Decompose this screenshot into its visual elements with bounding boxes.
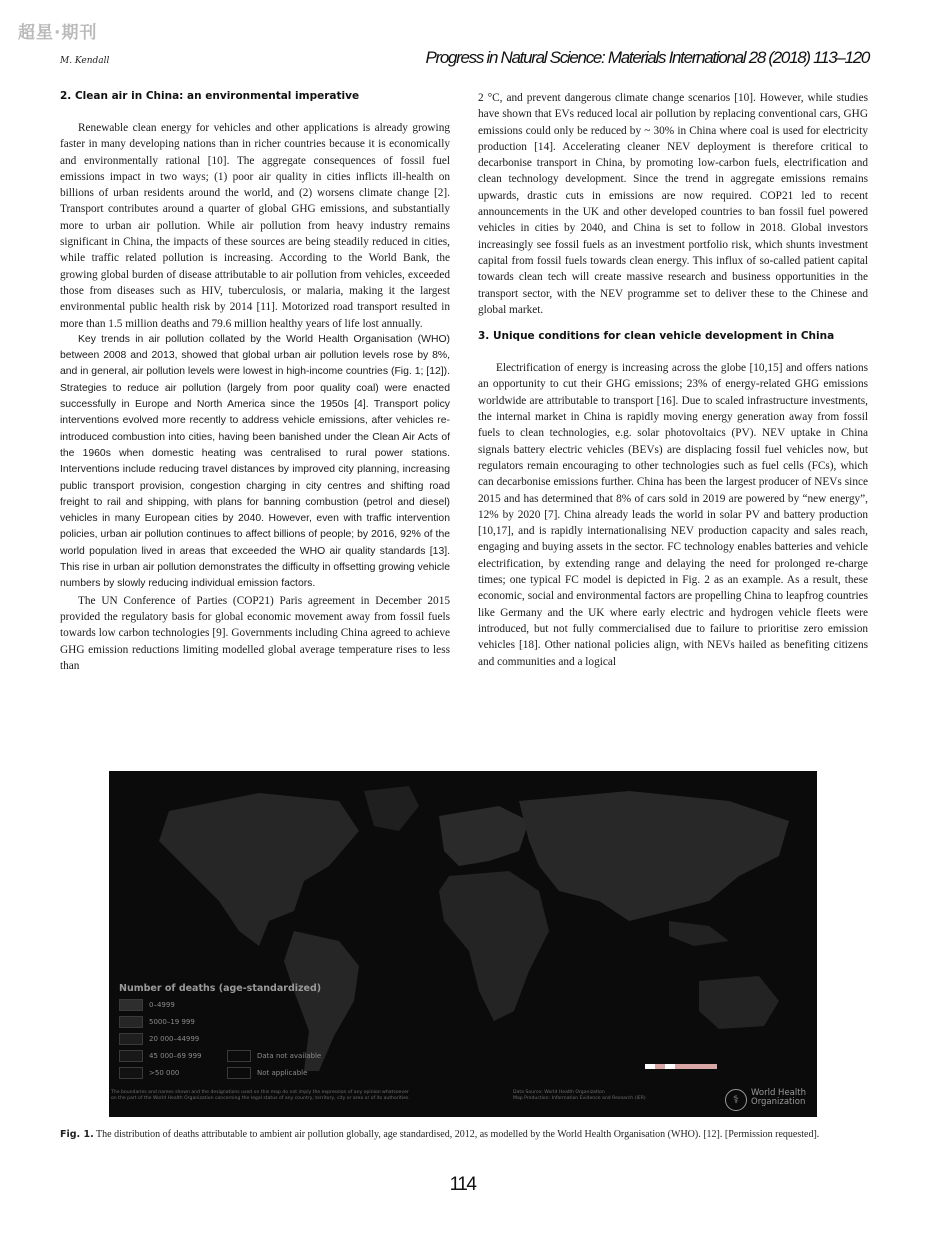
running-header-author: M. Kendall — [60, 56, 110, 66]
figure-caption-text: The distribution of deaths attributable to ambient air pollution globally, age standardised, 2012, as modelled by the World Health Organisation (WHO). [12]. [Permission requested]. — [96, 1129, 820, 1140]
paragraph: Electrification of energy is increasing across the globe [10,15] and offers nations an opportunity to cut their GHG emissions; 23% of energy-related GHG emissions worldwide are attributable to transport [16]. Due to scaled infrastructure investments, the internal market in China is rapidly moving energy generation away from fossil fuels to clean technologies, e.g. solar photovoltaics (PV). NEV uptake in China signals battery electric vehicles (BEVs) are displacing fossil fuel vehicles now, but regulators remain encouraging to other technologies such as fuel cells (FCs), which can decarbonise emissions further. China has been the largest producer of NEVs since 2015 and has determined that 8% of cars sold in 2019 are powered by “new energy”, 12% by 2020 [7]. China already leads the world in solar PV and battery production [10,17], and is rapidly internationalising NEV production capacity and sales reach, engaging and buying assets in the sector. FC technology enables batteries and vehicle electrification, by extending range and delaying the need for prolonged re-charge times; one typical FC model is depicted in Fig. 2 as an example. As a result, these economic, social and environmental factors are propelling China to leapfrog countries like Germany and the UK where early electric and hydrogen vehicle fleets were introduced, but not fully commercialised due to failure to prioritise zero emission vehicles [18]. Other national policies align, with NEVs hailed as benefiting citizens and communities and a logical — [478, 362, 868, 668]
figure-caption-label: Fig. 1. — [60, 1129, 94, 1140]
map-disclaimer: The boundaries and names shown and the designations used on this map do not imply the expression of any opinion whatsoever on the part of the World Health Organization concerning the legal status of any country, territory, city or area or of its authorities. — [111, 1090, 410, 1101]
scale-bar-segment — [665, 1064, 675, 1069]
world-map — [109, 771, 817, 1117]
paragraph-continuation: 2 °C, and prevent dangerous climate change scenarios [10]. However, while studies have shown that EVs reduced local air pollution by replacing conventional cars, GHG emissions could only be reduced by ~ 30% in China where coal is used for electricity production [14]. Accelerating cleaner NEV deployment is therefore critical to decarbonise transport in China, by promoting low-carbon fuels, electrification and clean technology development. Since the trend in aggregate emissions remains upwards, drastic cuts in emissions are now required. COP21 led to recent announcements in the UK and other developed countries to ban fossil fuel powered vehicles in cities by 2040, and China is set to follow in 2018. Global investors increasingly see fossil fuels as an investment portfolio risk, which shunts investment capital from fossil fuels towards clean energy. This influx of so-called patient capital towards clean tech will create massive research and business opportunities in the transport sector, with the NEV programme set to deliver these to the Chinese and global market. — [478, 92, 868, 316]
legend-item: 45 000–69 999 — [119, 1050, 202, 1062]
map-data-source: Data Source: World Health Organization Map Production: Information Evidence and Research (IER) — [513, 1090, 646, 1101]
figure-world-map — [109, 771, 817, 1117]
left-column — [60, 90, 450, 674]
legend-item: 20 000–44999 — [119, 1033, 199, 1045]
running-header-journal: Progress in Natural Science: Materials International 28 (2018) 113–120 — [425, 48, 869, 67]
right-column — [478, 90, 868, 670]
page-number: 114 — [449, 1174, 476, 1195]
section-heading-3: 3. Unique conditions for clean vehicle development in China — [478, 330, 835, 343]
watermark: 超星·期刊 — [18, 23, 98, 43]
scale-bar — [645, 1064, 717, 1069]
paragraph: Renewable clean energy for vehicles and other applications is already growing faster in many developing nations than in richer countries because it is economically and environmentally rational [10]. The aggregate consequences of fossil fuel emissions impact in two ways; (1) poor air quality in cities inflicts ill-health on billions of urban residents around the world, and (2) worsens climate change [2]. Transport contributes around a quarter of global GHG emissions, and substantially more to urban air pollution. While air pollution from heavy industry remains significant in China, the impacts of these sources are being steadily reduced in cities, while traffic related pollution is increasing. According to the World Bank, the growing global burden of disease attributable to air pollution from vehicles, exceeded those from diseases such as HIV, tuberculosis, or malaria, making it the largest environmental public health risk by 2014 [11]. Motorized road transport resulted in more than 1.5 million deaths and 79.6 million healthy years of life lost annually. — [60, 122, 450, 330]
figure-caption — [60, 1128, 870, 1143]
scale-bar-segment — [645, 1064, 655, 1069]
paragraph: Key trends in air pollution collated by the World Health Organisation (WHO) between 2008 and 2013, showed that global urban air pollution levels rose by 8%, and in general, air pollution levels were lowest in high-income countries (Fig. 1; [12]). Strategies to reduce air pollution (largely from poor quality coal) were enacted successfully in Europe and North America since the 1950s [4]. Transport policy interventions evolved more recently to address vehicle emissions, after vehicles re-introduced combustion into cities, having been banished under the Clean Air Acts of the 1960s when domestic heating was centralised to rural power stations. Interventions include reducing travel distances by improved city planning, increasing public transport provision, congestion charging in city centres and shifting road freight to rail and shipping, with plans for banning combustion (petrol and diesel) vehicles in many European cities by 2040. However, even with traffic intervention policies, urban air pollution continues to affect billions of people; by 2016, 92% of the world population lived in areas that exceeded the WHO air quality standards [13]. This rise in urban air pollution demonstrates the difficulty in offsetting growing vehicle numbers by slowly reducing individual emission factors. — [60, 333, 450, 590]
who-logo: ⚕ World Health Organization — [725, 1089, 817, 1111]
section-heading-2: 2. Clean air in China: an environmental imperative — [60, 90, 360, 102]
legend-item: 5000–19 999 — [119, 1016, 195, 1028]
who-emblem-icon: ⚕ — [725, 1089, 747, 1111]
legend-item: 0–4999 — [119, 999, 175, 1011]
legend-item: Data not available — [227, 1050, 321, 1062]
legend-item: >50 000 — [119, 1067, 179, 1079]
legend-item: Not applicable — [227, 1067, 307, 1079]
paragraph: The UN Conference of Parties (COP21) Paris agreement in December 2015 provided the regulatory basis for global economic movement away from fossil fuels towards low carbon technologies [9]. Governments including China agreed to achieve GHG emission reductions limiting modelled global average temperature rises to less than — [60, 594, 450, 672]
legend-title: Number of deaths (age-standardized) — [119, 983, 322, 994]
